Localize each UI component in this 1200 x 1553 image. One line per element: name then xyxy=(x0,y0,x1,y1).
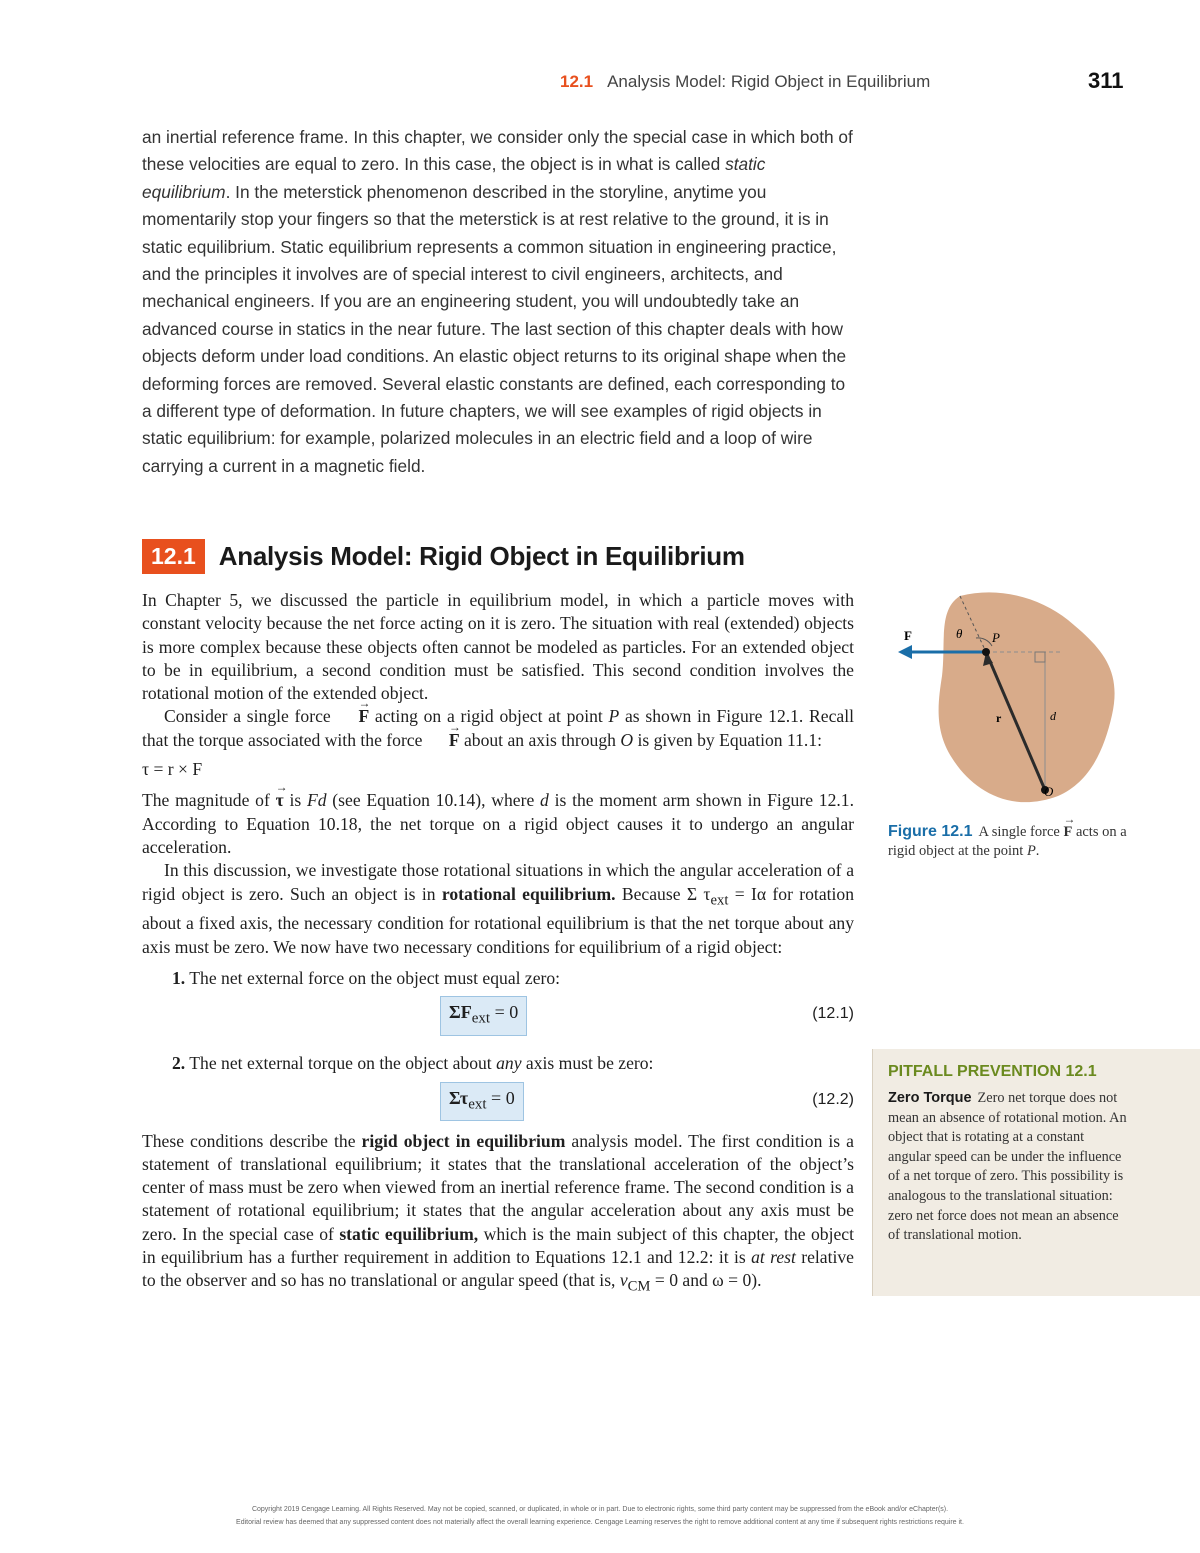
copyright-notice xyxy=(110,1503,1090,1529)
rigid-object-shape xyxy=(939,592,1115,802)
intro-paragraph: an inertial reference frame. In this chapter, we consider only the special case in which both of these velocities are equal to zero. In this case, the object is in what is called static equilibrium. In the meterstick phenomenon described in the storyline, anytime you momentarily stop your fingers so that the meterstick is at rest relative to the ground, it is in static equilibrium. Static equilibrium represents a common situation in engineering practice, and the principles it involves are of special interest to civil engineers, architects, and mechanical engineers. If you are an engineering student, you will undoubtedly take an advanced course in statics in the near future. The last section of this chapter deals with how objects deform under load conditions. An elastic object returns to its original shape when the deforming forces are removed. Several elastic constants are defined, each corresponding to a different type of deformation. In future chapters, we will see examples of rigid objects in static equilibrium: for example, polarized molecules in an electric field and a loop of wire carrying a current in a magnetic field. xyxy=(142,127,853,476)
section-number-badge: 12.1 xyxy=(142,539,205,574)
label-theta: θ xyxy=(956,626,963,641)
equation-12-1-number: (12.1) xyxy=(812,1005,854,1023)
body-paragraph-5: These conditions describe the rigid object in equilibrium analysis model. The first condition is a statement of translational equilibrium; it states that the translational acceleration of the object’s center of mass must be zero when viewed from an inertial reference frame. The second condition is a statement of rotational equilibrium; it states that the angular acceleration about any axis must be zero. In the special case of static equilibrium, which is the main subject of this chapter, the object in equilibrium has a further requirement in addition to Equations 12.1 and 12.2: it is at rest relative to the observer and so has no translational or angular speed (that is, $v_{CM} = 0$ and ω = 0). xyxy=(142,1130,854,1295)
equation-12-1-row xyxy=(142,990,854,1044)
equation-12-1-box: $\Sigma F_{ext} = 0$ xyxy=(440,996,527,1036)
equation-12-2-number: (12.2) xyxy=(812,1090,854,1108)
label-P: P xyxy=(992,630,1000,645)
body-paragraph-3: The magnitude of → τ is Fd (see Equation 10.14), where d is the moment arm shown in Figure 12.1. According to Equation 10.18, the net torque on a rigid object causes it to undergo an angular acceleration. xyxy=(142,789,854,859)
pitfall-text: Zero net torque does not mean an absence of rotational motion. An object that is rotating at a constant angular speed can be under the influence of a net torque of zero. This possibility is analogous to the translational situation: zero net force does not mean an absence of translational motion. xyxy=(888,1090,1127,1244)
main-body xyxy=(142,589,854,1299)
pitfall-body xyxy=(888,1089,1128,1246)
label-O: O xyxy=(1044,784,1054,799)
label-d: d xyxy=(1050,709,1056,723)
label-F: F xyxy=(904,628,912,643)
equation-12-2-box: $\Sigma\tau_{ext} = 0$ xyxy=(440,1082,524,1122)
running-header-section-number: 12.1 xyxy=(560,72,594,91)
point-P-dot xyxy=(982,648,990,656)
label-r: r xyxy=(996,711,1002,725)
section-heading xyxy=(142,537,745,575)
torque-equation: τ = r × F xyxy=(142,759,203,780)
pitfall-subtitle: Zero Torque xyxy=(888,1090,972,1106)
pitfall-title: PITFALL PREVENTION 12.1 xyxy=(888,1063,1097,1080)
body-paragraph-2: Consider a single force → F acting on a rigid object at point P as shown in Figure 12.1. Recall that the torque associated with the force → F about an axis through O is given by Equation 11.1: xyxy=(142,705,854,752)
body-paragraph-4: In this discussion, we investigate those rotational situations in which the angular acceleration of a rigid object is zero. Such an object is in rotational equilibrium. Because Σ $\tau_{ext} = I\alpha$ for rotation about a fixed axis, the necessary condition for rotational equilibrium is that the net torque about any axis must be zero. We now have two necessary conditions for equilibrium of a rigid object: xyxy=(142,860,854,957)
copyright-line-2: Editorial review has deemed that any suppressed content does not materially affect the overall learning experience. Cengage Learning reserves the right to remove additional content at any time if subsequent rights restrictions require it. xyxy=(236,1519,964,1526)
running-header xyxy=(560,72,990,92)
body-paragraph-1: In Chapter 5, we discussed the particle in equilibrium model, in which a particle moves with constant velocity because the net force acting on it is zero. The situation with real (extended) objects is more complex because these objects often cannot be modeled as particles. For an extended object to be in equilibrium, a second condition must be satisfied. This second condition involves the rotational motion of the extended object. xyxy=(142,590,854,704)
static-equilibrium-term: static equilibrium xyxy=(142,154,766,202)
figure-label: Figure 12.1 xyxy=(888,823,973,840)
condition-item-1: 1. The net external force on the object must equal zero: xyxy=(172,967,561,988)
force-arrowhead xyxy=(898,645,912,659)
page-number: 311 xyxy=(1088,68,1124,93)
running-header-title: Analysis Model: Rigid Object in Equilibrium xyxy=(607,72,931,91)
condition-item-2: 2. The net external torque on the object about any axis must be zero: xyxy=(172,1053,654,1074)
figure-caption: Figure 12.1 A single force → F acts on a rigid object at the point P. xyxy=(888,822,1138,861)
section-title: Analysis Model: Rigid Object in Equilibrium xyxy=(218,540,745,571)
copyright-line-1: Copyright 2019 Cengage Learning. All Rights Reserved. May not be copied, scanned, or duplicated, in whole or in part. Due to electronic rights, some third party content may be suppressed from the eBook and/or eChapter(s). xyxy=(251,1506,949,1513)
figure-12-1-diagram xyxy=(890,590,1140,810)
intro-text xyxy=(142,124,854,480)
equation-12-2-row xyxy=(142,1076,854,1130)
